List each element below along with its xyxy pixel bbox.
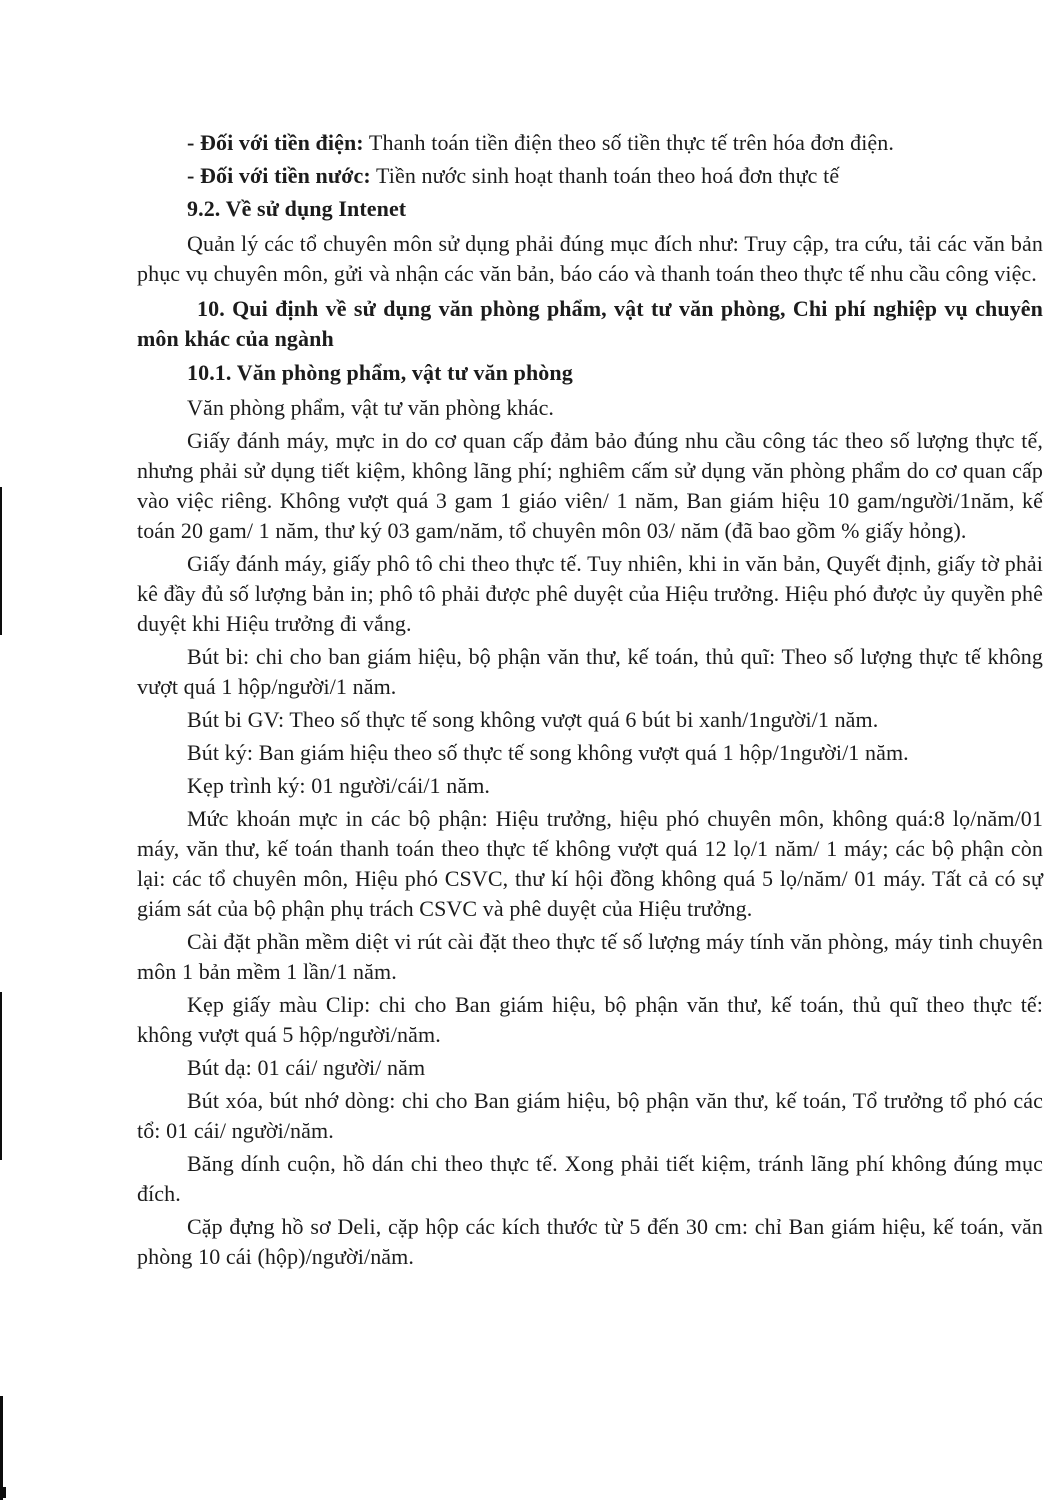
heading-10-van-phong-pham: 10. Qui định về sử dụng văn phòng phẩm, vật tư văn phòng, Chi phí nghiệp vụ chuyên môn khác của ngành — [137, 296, 1043, 351]
heading-10-1-van-phong-pham: 10.1. Văn phòng phẩm, vật tư văn phòng — [187, 360, 573, 385]
para-bang-dinh-ho-dan: Băng dính cuộn, hồ dán chi theo thực tế. Xong phải tiết kiệm, tránh lãng phí không đúng mục đích. — [137, 1151, 1043, 1206]
para-kep-giay-mau-clip: Kẹp giấy màu Clip: chi cho Ban giám hiệu, bộ phận văn thư, kế toán, thủ quĩ theo thực tế: không vượt quá 5 hộp/người/năm. — [137, 992, 1043, 1047]
para-internet-usage: Quản lý các tổ chuyên môn sử dụng phải đúng mục đích như: Truy cập, tra cứu, tải các văn bản phục vụ chuyên môn, gửi và nhận các văn bản, báo cáo và thanh toán theo thực tế nhu cầu công việc. — [137, 231, 1043, 286]
para-cap-dung-ho-so: Cặp đựng hồ sơ Deli, cặp hộp các kích thước từ 5 đến 30 cm: chỉ Ban giám hiệu, kế toán, văn phòng 10 cái (hộp)/người/năm. — [137, 1214, 1043, 1269]
scan-artifact-left-edge — [0, 992, 2, 1160]
list-item-tien-dien-text: Thanh toán tiền điện theo số tiền thực tế trên hóa đơn điện. — [363, 130, 894, 155]
para-muc-khoan-muc-in: Mức khoán mực in các bộ phận: Hiệu trưởng, hiệu phó chuyên môn, không quá:8 lọ/năm/01 máy, văn thư, kế toán thanh toán theo thực tế không vượt quá 12 lọ/1 năm/ 1 máy; các bộ phận còn lại: các tổ chuyên môn, Hiệu phó CSVC, thư kí hội đồng không quá 5 lọ/năm/ 01 máy. Tất cả có sự giám sát của bộ phận phụ trách CSVC và phê duyệt của Hiệu trưởng. — [137, 806, 1043, 921]
scan-artifact-left-edge — [0, 487, 2, 635]
scan-artifact-bottom-left — [0, 1487, 6, 1498]
scan-artifact-left-edge — [0, 1396, 3, 1500]
para-but-da: Bút dạ: 01 cái/ người/ năm — [187, 1055, 426, 1080]
list-item-tien-nuoc-text: Tiền nước sinh hoạt thanh toán theo hoá đơn thực tế — [370, 163, 840, 188]
list-item-tien-dien-label: - Đối với tiền điện: — [187, 130, 364, 155]
list-item-tien-dien — [137, 128, 1043, 158]
para-cai-dat-phan-mem: Cài đặt phần mềm diệt vi rút cài đặt theo thực tế số lượng máy tính văn phòng, máy tinh chuyên môn 1 bản mềm 1 lần/1 năm. — [137, 929, 1043, 984]
para-kep-trinh-ky: Kẹp trình ký: 01 người/cái/1 năm. — [187, 773, 491, 798]
list-item-tien-nuoc — [137, 161, 1043, 191]
para-but-ky: Bút ký: Ban giám hiệu theo số thực tế song không vượt quá 1 hộp/1người/1 năm. — [187, 740, 909, 765]
para-but-bi: Bút bi: chi cho ban giám hiệu, bộ phận văn thư, kế toán, thủ quĩ: Theo số lượng thực tế không vượt quá 1 hộp/người/1 năm. — [137, 644, 1043, 699]
para-but-bi-gv: Bút bi GV: Theo số thực tế song không vượt quá 6 bút bi xanh/1người/1 năm. — [187, 707, 879, 732]
para-giay-pho-to: Giấy đánh máy, giấy phô tô chi theo thực tế. Tuy nhiên, khi in văn bản, Quyết định, giấy tờ phải kê đầy đủ số lượng bản in; phô tô phải được phê duyệt của Hiệu trưởng. Hiệu phó được ủy quyền phê duyệt khi Hiệu trưởng đi vắng. — [137, 551, 1043, 636]
document-text-block — [137, 128, 1043, 1275]
heading-9-2-internet: 9.2. Về sử dụng Intenet — [187, 196, 407, 221]
para-van-phong-pham-khac: Văn phòng phẩm, vật tư văn phòng khác. — [187, 395, 555, 420]
para-giay-danh-may-muc-in: Giấy đánh máy, mực in do cơ quan cấp đảm bảo đúng nhu cầu công tác theo số lượng thực tế, nhưng phải sử dụng tiết kiệm, không lãng phí; nghiêm cấm sử dụng văn phòng phẩm do cơ quan cấp vào việc riêng. Không vượt quá 3 gam 1 giáo viên/ 1 năm, Ban giám hiệu 10 gam/người/1năm, kế toán 20 gam/ 1 năm, thư ký 03 gam/năm, tổ chuyên môn 03/ năm (đã bao gồm % giấy hỏng). — [137, 428, 1043, 543]
list-item-tien-nuoc-label: - Đối với tiền nước: — [187, 163, 371, 188]
para-but-xoa: Bút xóa, bút nhớ dòng: chi cho Ban giám hiệu, bộ phận văn thư, kế toán, Tổ trưởng tổ phó các tổ: 01 cái/ người/năm. — [137, 1088, 1043, 1143]
